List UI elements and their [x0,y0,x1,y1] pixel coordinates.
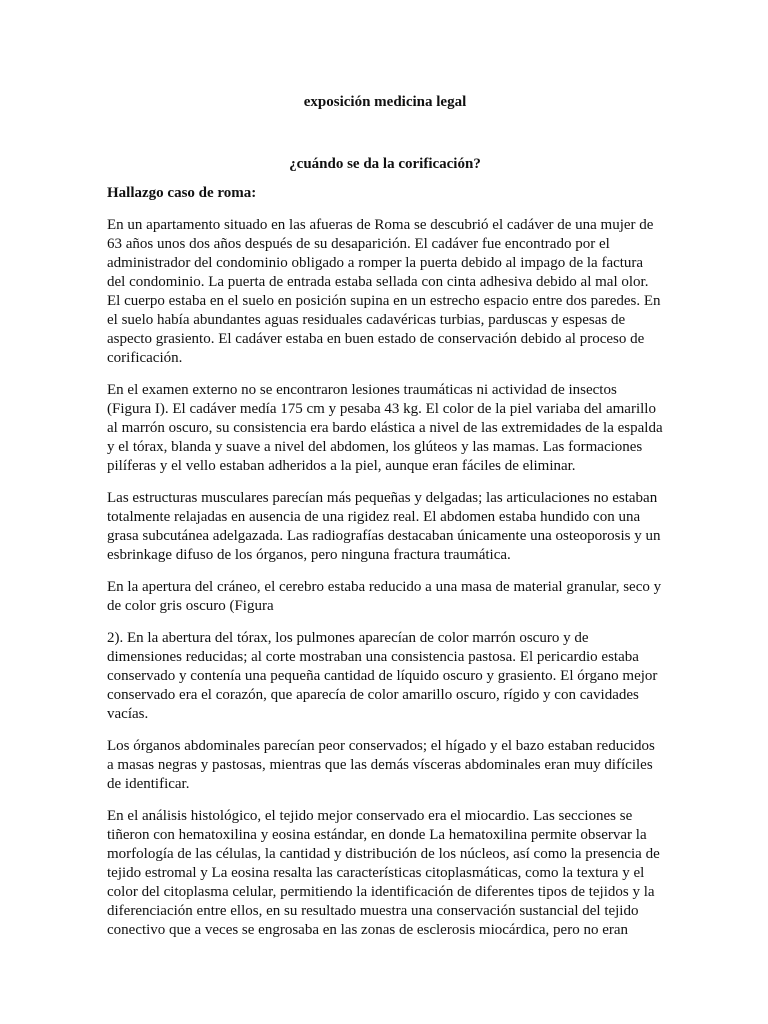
section-heading: Hallazgo caso de roma: [107,185,257,201]
paragraph-external-exam: En el examen externo no se encontraron lesiones traumáticas ni actividad de insectos (Figura I). El cadáver medía 175 cm y pesaba 43 kg. El color de la piel variaba del amarillo al marrón oscuro, su consistencia era bardo elástica a nivel de las extremidades de la espalda y el tórax, blanda y suave a nivel del abdomen, los glúteos y las mamas. Las formaciones pilíferas y el vello estaban adheridos a la piel, aunque eran fáciles de eliminar. [107,382,663,474]
paragraph-abdomen: Los órganos abdominales parecían peor conservados; el hígado y el bazo estaban reducidos a masas negras y pastosas, mientras que las demás vísceras abdominales eran muy difíciles de identificar. [107,738,655,792]
paragraph-cranium: En la apertura del cráneo, el cerebro estaba reducido a una masa de material granular, seco y de color gris oscuro (Figura [107,579,662,614]
paragraph-histology: En el análisis histológico, el tejido mejor conservado era el miocardio. Las secciones se tiñeron con hematoxilina y eosina estándar, en donde La hematoxilina permite observar la morfología de las células, la cantidad y distribución de los núcleos, así como la presencia de tejido estromal y La eosina resalta las características citoplasmáticas, como la textura y el color del citoplasma celular, permitiendo la identificación de diferentes tipos de tejidos y la diferenciación entre ellos, en su resultado muestra una conservación sustancial del tejido conectivo que a veces se engrosaba en las zonas de esclerosis miocárdica, pero no eran [107,808,660,938]
paragraph-discovery: En un apartamento situado en las afueras de Roma se descubrió el cadáver de una mujer de 63 años unos dos años después de su desaparición. El cadáver fue encontrado por el administrador del condominio obligado a romper la puerta debido al impago de la factura del condominio. La puerta de entrada estaba sellada con cinta adhesiva debido al mal olor. El cuerpo estaba en el suelo en posición supina en un estrecho espacio entre dos paredes. En el suelo había abundantes aguas residuales cadavéricas turbias, parduscas y espesas de aspecto grasiento. El cadáver estaba en buen estado de conservación debido al proceso de corificación. [107,217,661,366]
document-title: exposición medicina legal [303,94,467,110]
document-page [107,83,663,940]
paragraph-musculature: Las estructuras musculares parecían más pequeñas y delgadas; las articulaciones no estaban totalmente relajadas en ausencia de una rigidez real. El abdomen estaba hundido con una grasa subcutánea adelgazada. Las radiografías destacaban únicamente una osteoporosis y un esbrinkage difuso de los órganos, pero ninguna fractura traumática. [107,490,661,563]
paragraph-thorax: 2). En la abertura del tórax, los pulmones aparecían de color marrón oscuro y de dimensiones reducidas; al corte mostraban una consistencia pastosa. El pericardio estaba conservado y contenía una pequeña cantidad de líquido oscuro y grasiento. El órgano mejor conservado era el corazón, que aparecía de color amarillo oscuro, rígido y con cavidades vacías. [107,630,658,722]
document-subtitle: ¿cuándo se da la corificación? [289,156,481,172]
